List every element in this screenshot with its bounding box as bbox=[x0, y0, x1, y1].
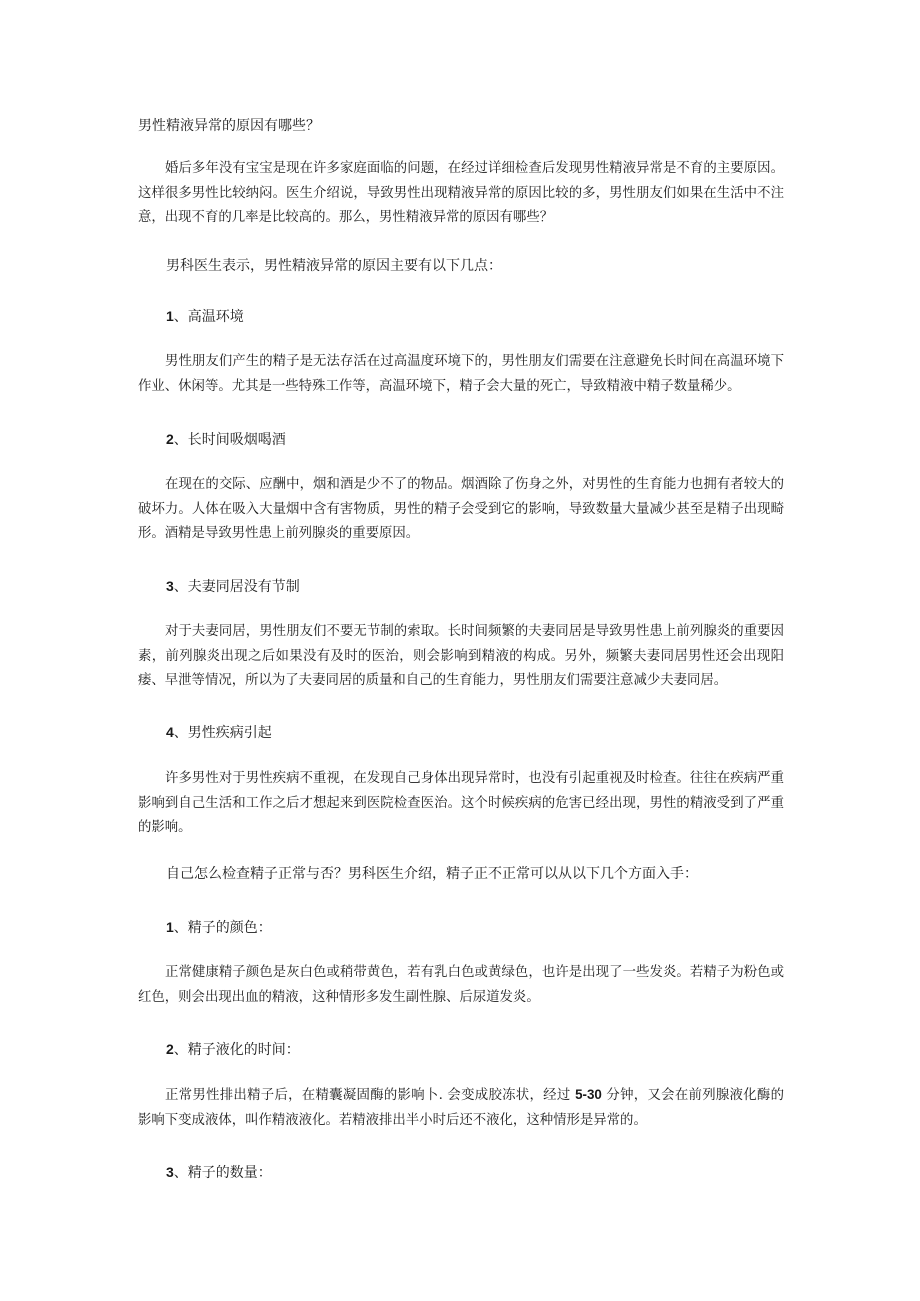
cause-heading-1 bbox=[166, 306, 244, 327]
cause-title: 男性疾病引起 bbox=[187, 725, 272, 741]
check-number: 3 bbox=[166, 1164, 174, 1180]
check-text-1: 正常健康精子颜色是灰白色或稍带黄色，若有乳白色或黄绿色，也许是出现了一些发炎。若精子为粉色或红色，则会出现出血的精液，这种情形多发生副性腺、后尿道发炎。 bbox=[138, 965, 784, 1005]
cause-text-1: 男性朋友们产生的精子是无法存活在过高温度环境下的，男性朋友们需要在注意避免长时间在高温环境下作业、休闲等。尤其是一些特殊工作等，高温环境下，精子会大量的死亡，导致精液中精子数量稀少。 bbox=[138, 354, 784, 394]
check-title: 精子的颜色： bbox=[187, 920, 272, 936]
cause-heading-4 bbox=[166, 722, 272, 743]
check-intro: 自己怎么检查精子正常与否？男科医生介绍，精子正不正常可以从以下几个方面入手： bbox=[166, 866, 698, 882]
intro-paragraph: 婚后多年没有宝宝是现在许多家庭面临的问题，在经过详细检查后发现男性精液异常是不育的主要原因。这样很多男性比较纳闷。医生介绍说，导致男性出现精液异常的原因比较的多，男性朋友们如果在生活中不注意，出现不育的几率是比较高的。那么，男性精液异常的原因有哪些？ bbox=[138, 161, 784, 225]
check-text-2-before: 正常男性排出精子后，在精囊凝固酶的影响卜. 会变成胶冻状，经过 bbox=[165, 1088, 576, 1103]
cause-text-2: 在现在的交际、应酬中，烟和酒是少不了的物品。烟酒除了伤身之外，对男性的生育能力也拥有者较大的破坏力。人体在吸入大量烟中含有害物质，男性的精子会受到它的影响，导致数量大量减少甚至是精子出现畸形。酒精是导致男性患上前列腺炎的重要原因。 bbox=[138, 477, 784, 541]
cause-number: 4 bbox=[166, 724, 174, 740]
check-title: 精子的数量： bbox=[187, 1165, 272, 1181]
cause-heading-3 bbox=[166, 576, 300, 597]
cause-title: 夫妻同居没有节制 bbox=[187, 579, 300, 595]
check-number: 2 bbox=[166, 1041, 174, 1057]
cause-separator: 、 bbox=[173, 309, 188, 325]
check-text-2 bbox=[138, 1083, 784, 1133]
check-number: 1 bbox=[166, 919, 174, 935]
cause-separator: 、 bbox=[173, 725, 188, 741]
cause-separator: 、 bbox=[173, 432, 188, 448]
check-text-2-after: 分钟，又会在前列腺液化酶的影响下变成液体，叫作精液液化。若精液排出半小时后还不液化，这种情形是异常的。 bbox=[138, 1088, 784, 1128]
check-separator: 、 bbox=[173, 920, 188, 936]
cause-heading-2 bbox=[166, 429, 286, 450]
cause-number: 3 bbox=[166, 578, 174, 594]
page-title: 男性精液异常的原因有哪些？ bbox=[138, 118, 320, 134]
check-heading-1 bbox=[166, 917, 272, 938]
cause-number: 1 bbox=[166, 308, 174, 324]
cause-title: 长时间吸烟喝酒 bbox=[187, 432, 286, 448]
check-separator: 、 bbox=[173, 1165, 188, 1181]
check-text-2-bold: 5-30 bbox=[575, 1087, 602, 1102]
check-heading-2 bbox=[166, 1039, 300, 1060]
cause-separator: 、 bbox=[173, 579, 188, 595]
causes-intro: 男科医生表示，男性精液异常的原因主要有以下几点： bbox=[166, 258, 502, 274]
check-heading-3 bbox=[166, 1162, 272, 1183]
cause-number: 2 bbox=[166, 431, 174, 447]
cause-text-4: 许多男性对于男性疾病不重视，在发现自己身体出现异常时，也没有引起重视及时检查。往往在疾病严重影响到自己生活和工作之后才想起来到医院检查医治。这个时候疾病的危害已经出现，男性的精液受到了严重的影响。 bbox=[138, 771, 784, 835]
cause-text-3: 对于夫妻同居，男性朋友们不要无节制的索取。长时间频繁的夫妻同居是导致男性患上前列腺炎的重要因素，前列腺炎出现之后如果没有及时的医治，则会影响到精液的构成。另外，频繁夫妻同居男性还会出现阳痿、早泄等情况，所以为了夫妻同居的质量和自己的生育能力，男性朋友们需要注意减少夫妻同居。 bbox=[138, 624, 784, 688]
check-separator: 、 bbox=[173, 1042, 188, 1058]
cause-title: 高温环境 bbox=[187, 309, 244, 325]
check-title: 精子液化的时间： bbox=[187, 1042, 300, 1058]
